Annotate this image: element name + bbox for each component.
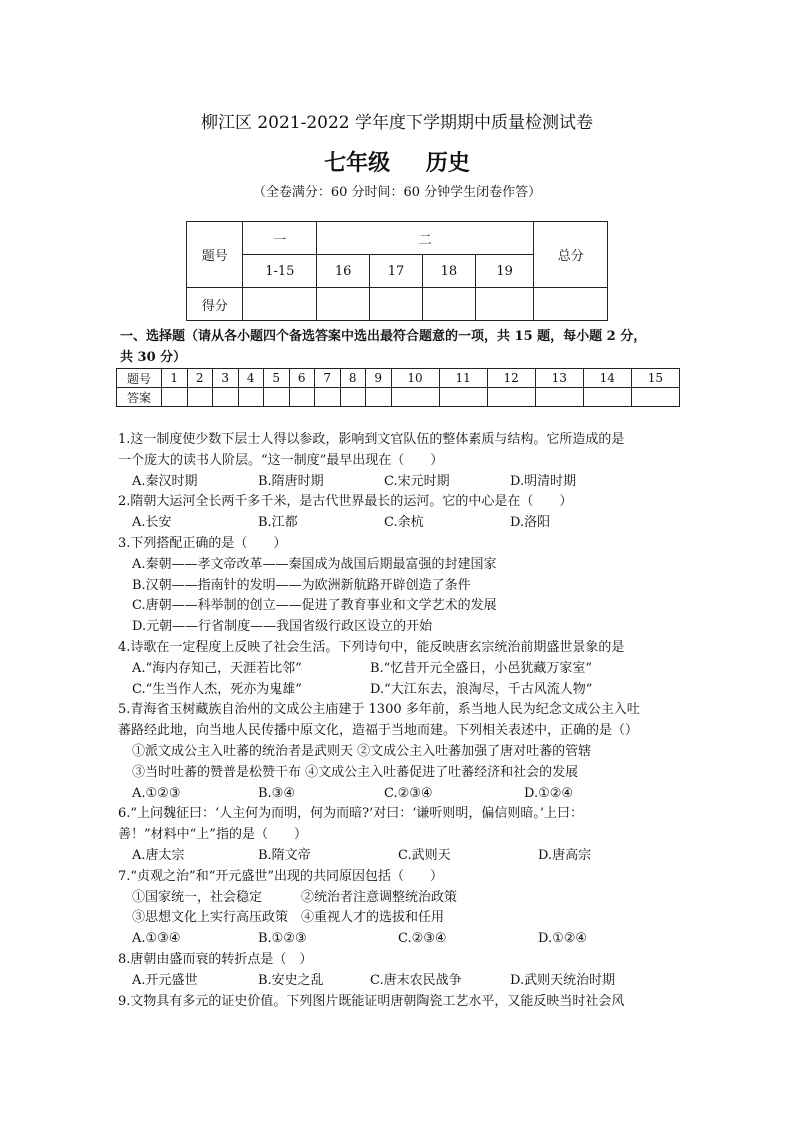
question-5: 5.青海省玉树藏族自治州的文成公主庙建于 1300 多年前，系当地人民为纪念文成公主入吐	[118, 702, 640, 718]
option[interactable]: A.①②③	[132, 785, 181, 801]
question-1-cont: 一个庞大的读书人阶层。“这一制度”最早出现在（ ）	[118, 452, 444, 468]
question-7: 7.“贞观之治”和“开元盛世”出现的共同原因包括（ ）	[118, 868, 443, 884]
option[interactable]: C.武则天	[398, 847, 451, 863]
option[interactable]: C.唐朝——科举制的创立——促进了教育事业和文学艺术的发展	[132, 598, 497, 614]
question-1: 1.这一制度使少数下层士人得以参政，影响到文官队伍的整体素质与结构。它所造成的是	[118, 432, 625, 447]
question-6-cont: 善！”材料中“上”指的是（ ）	[118, 827, 307, 843]
option[interactable]: B.隋文帝	[258, 847, 311, 863]
option[interactable]: C.②③④	[398, 931, 447, 947]
answer-cell[interactable]	[264, 388, 290, 407]
option[interactable]: B.安史之乱	[258, 972, 324, 988]
section-1-heading	[120, 326, 680, 368]
option[interactable]: C.唐末农民战争	[370, 972, 462, 988]
statement: ①国家统一，社会稳定 ②统治者注意调整统治政策	[132, 889, 458, 905]
question-2-options	[118, 513, 684, 534]
option[interactable]: B.汉朝——指南针的发明——为欧洲新航路开辟创造了条件	[132, 577, 471, 593]
option[interactable]: D.武则天统治时期	[510, 972, 616, 988]
answer-num: 8	[340, 369, 366, 388]
option[interactable]: C.“生当作人杰，死亦为鬼雄”	[132, 681, 302, 697]
answer-num: 1	[162, 369, 188, 388]
option[interactable]: D.洛阳	[510, 515, 551, 531]
score-table-part2: 二	[317, 222, 534, 255]
answer-cell[interactable]	[439, 388, 487, 407]
score-col: 1-15	[243, 255, 317, 288]
score-table-qlabel: 题号	[187, 222, 243, 288]
answer-num: 9	[366, 369, 392, 388]
option[interactable]: D.“大江东去，浪淘尽，千古风流人物”	[370, 681, 593, 697]
score-cell[interactable]	[317, 288, 370, 321]
answer-row-label: 题号	[117, 369, 162, 388]
option[interactable]: A.开元盛世	[132, 972, 198, 988]
answer-cell[interactable]	[213, 388, 239, 407]
score-table	[186, 221, 608, 321]
score-cell[interactable]	[243, 288, 317, 321]
score-cell[interactable]	[475, 288, 534, 321]
answer-num: 5	[264, 369, 290, 388]
answer-cell[interactable]	[535, 388, 583, 407]
question-8: 8.唐朝由盛而衰的转折点是（ ）	[118, 951, 313, 967]
statement: ①派文成公主入吐蕃的统治者是武则天 ②文成公主入吐蕃加强了唐对吐蕃的管辖	[132, 743, 592, 759]
option[interactable]: C.余杭	[384, 515, 424, 531]
question-9: 9.文物具有多元的证史价值。下列图片既能证明唐朝陶瓷工艺水平，又能反映当时社会风	[118, 993, 625, 1009]
score-cell[interactable]	[422, 288, 475, 321]
option[interactable]: B.“忆昔开元全盛日，小邑犹藏万家室”	[370, 660, 592, 676]
grade-label: 七年级	[324, 150, 391, 176]
answer-num: 6	[289, 369, 315, 388]
question-4: 4.诗歌在一定程度上反映了社会生活。下列诗句中，能反映唐玄宗统治前期盛世景象的是	[118, 639, 625, 655]
option[interactable]: D.明清时期	[510, 473, 577, 489]
question-3: 3.下列搭配正确的是（ ）	[118, 535, 287, 551]
option[interactable]: D.唐高宗	[538, 847, 592, 863]
option[interactable]: A.唐太宗	[132, 847, 185, 863]
option[interactable]: A.秦汉时期	[132, 473, 198, 489]
answer-table	[116, 368, 680, 407]
question-7-options	[118, 929, 684, 950]
score-col: 16	[317, 255, 370, 288]
option[interactable]: C.宋元时期	[384, 473, 450, 489]
exam-note: （全卷满分：60 分时间：60 分钟学生闭卷作答）	[252, 185, 542, 200]
option[interactable]: B.①②③	[258, 931, 307, 947]
option[interactable]: D.元朝——行省制度——我国省级行政区设立的开始	[132, 619, 433, 635]
answer-num: 14	[583, 369, 631, 388]
option[interactable]: A.“海内存知己，天涯若比邻”	[132, 660, 302, 676]
section-1-line: 一、选择题（请从各小题四个备选答案中选出最符合题意的一项，共 15 题，每小题 2 分，	[120, 329, 647, 344]
question-2: 2.隋朝大运河全长两千多千米，是古代世界最长的运河。它的中心是在（ ）	[118, 494, 573, 510]
answer-cell[interactable]	[487, 388, 535, 407]
option[interactable]: A.①③④	[132, 931, 181, 947]
score-table-score-label: 得分	[187, 288, 243, 321]
question-5-options	[118, 784, 684, 805]
exam-subtitle	[0, 146, 794, 177]
answer-row-label: 答案	[117, 388, 162, 407]
answer-cell[interactable]	[289, 388, 315, 407]
answer-num: 13	[535, 369, 583, 388]
answer-cell[interactable]	[187, 388, 213, 407]
score-cell[interactable]	[370, 288, 423, 321]
option[interactable]: C.②③④	[384, 785, 433, 801]
section-1-line: 共 30 分）	[120, 350, 187, 365]
score-col: 17	[370, 255, 423, 288]
answer-cell[interactable]	[315, 388, 341, 407]
answer-num: 3	[213, 369, 239, 388]
option[interactable]: A.秦朝——孝文帝改革——秦国成为战国后期最富强的封建国家	[132, 556, 497, 572]
subject-label: 历史	[425, 150, 470, 176]
question-4-options	[118, 659, 684, 680]
score-col: 18	[422, 255, 475, 288]
answer-cell[interactable]	[340, 388, 366, 407]
option[interactable]: A.长安	[132, 515, 172, 531]
answer-num: 12	[487, 369, 535, 388]
option[interactable]: D.①②④	[538, 931, 588, 947]
question-6-options	[118, 846, 684, 867]
score-table-total: 总分	[534, 222, 608, 288]
question-5-cont: 蕃路经此地，向当地人民传播中原文化，造福于当地而建。下列相关表述中，正确的是（）	[118, 723, 639, 739]
answer-cell[interactable]	[631, 388, 679, 407]
answer-cell[interactable]	[162, 388, 188, 407]
answer-cell[interactable]	[391, 388, 439, 407]
statement: ③思想文化上实行高压政策 ④重视人才的选拔和任用	[132, 910, 445, 926]
statement: ③当时吐蕃的赞普是松赞干布 ④文成公主入吐蕃促进了吐蕃经济和社会的发展	[132, 764, 579, 780]
question-1-options	[118, 472, 684, 493]
score-table-part1: 一	[243, 222, 317, 255]
option[interactable]: D.①②④	[524, 785, 574, 801]
questions	[118, 430, 684, 1012]
question-6: 6.“上问魏征曰：‘人主何为而明，何为而暗?’对曰：‘谦听则明，偏信则暗。’上曰：	[118, 806, 584, 822]
exam-title: 柳江区 2021-2022 学年度下学期期中质量检测试卷	[200, 113, 594, 133]
answer-cell[interactable]	[366, 388, 392, 407]
answer-num: 11	[439, 369, 487, 388]
answer-num: 15	[631, 369, 679, 388]
answer-cell[interactable]	[238, 388, 264, 407]
question-8-options	[118, 971, 684, 992]
answer-cell[interactable]	[583, 388, 631, 407]
question-4-options	[118, 680, 684, 701]
answer-num: 7	[315, 369, 341, 388]
option[interactable]: B.江都	[258, 515, 298, 531]
answer-num: 2	[187, 369, 213, 388]
score-col: 19	[475, 255, 534, 288]
answer-num: 4	[238, 369, 264, 388]
option[interactable]: B.③④	[258, 785, 295, 801]
option[interactable]: B.隋唐时期	[258, 473, 324, 489]
score-cell[interactable]	[534, 288, 608, 321]
answer-num: 10	[391, 369, 439, 388]
